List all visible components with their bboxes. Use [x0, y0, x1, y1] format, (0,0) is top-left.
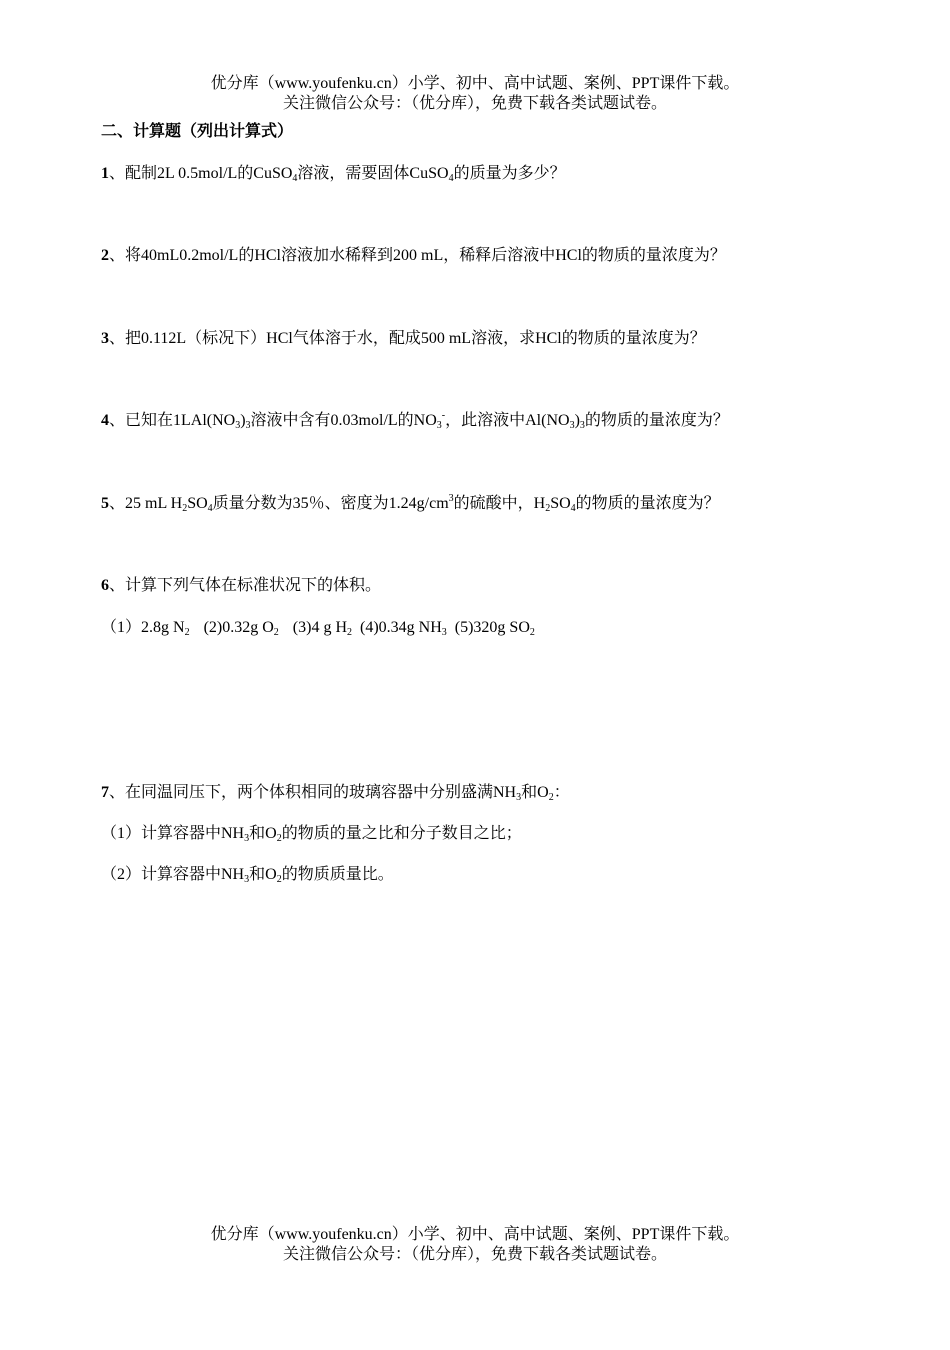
text: 、将40mL0.2mol/L的HCl溶液加水稀释到200 mL，稀释后溶液中HCl的物质的量浓度为？	[109, 247, 726, 264]
question-number: 7	[101, 784, 109, 801]
text: 质量分数为35％、密度为1.24g/cm	[212, 495, 449, 512]
subscript: 3	[244, 833, 250, 844]
superscript: 3	[448, 493, 454, 504]
item-2: (2)0.32g O	[203, 619, 274, 636]
question-2	[101, 246, 726, 266]
text: 、把0.112L（标况下）HCl气体溶于水，配成500 mL溶液，求HCl的物质的量浓度为？	[109, 330, 706, 347]
text: 的物质的量之比和分子数目之比；	[281, 825, 522, 842]
subscript: 2	[276, 874, 282, 885]
text: 和O	[249, 825, 277, 842]
text: 、配制2L 0.5mol/L的CuSO	[109, 165, 293, 182]
text: 、在同温同压下，两个体积相同的玻璃容器中分别盛满NH	[109, 784, 517, 801]
question-3	[101, 329, 706, 349]
item-3: (3)4 g H	[292, 619, 347, 636]
subscript: 4	[292, 173, 298, 184]
header-line-1: 优分库（www.youfenku.cn）小学、初中、高中试题、案例、PPT课件下载。	[210, 75, 740, 92]
question-6	[101, 576, 381, 596]
text: SO	[550, 495, 571, 512]
item-1: （1）2.8g N	[101, 619, 185, 636]
question-5	[101, 494, 720, 514]
question-number: 3	[101, 330, 109, 347]
header-line-2: 关注微信公众号：（优分库），免费下载各类试题试卷。	[282, 95, 667, 112]
text: 溶液，需要固体CuSO	[297, 165, 449, 182]
subscript: 3	[245, 420, 251, 431]
item-4: (4)0.34g NH	[360, 619, 442, 636]
question-7	[101, 783, 570, 803]
subscript: 4	[207, 503, 213, 514]
subscript: 3	[579, 420, 585, 431]
subscript: 3	[441, 627, 447, 638]
subscript: 2	[184, 627, 190, 638]
text: 的质量为多少？	[453, 165, 566, 182]
text: 的物质质量比。	[281, 866, 394, 883]
text: ：	[553, 784, 570, 801]
text: 、已知在1LAl(NO	[109, 412, 236, 429]
section-title: 二、计算题（列出计算式）	[101, 123, 294, 140]
subscript: 3	[436, 420, 442, 431]
subscript: 2	[273, 627, 279, 638]
subscript: 2	[548, 792, 554, 803]
subscript: 3	[244, 874, 250, 885]
question-number: 5	[101, 495, 109, 512]
subscript: 3	[516, 792, 522, 803]
text: 、计算下列气体在标准状况下的体积。	[109, 577, 382, 594]
question-1	[101, 164, 566, 184]
text: （1）计算容器中NH	[101, 825, 245, 842]
text: 的物质的量浓度为？	[584, 412, 729, 429]
question-7-part-1	[101, 824, 522, 844]
text: SO	[187, 495, 208, 512]
question-6-items	[101, 618, 535, 638]
superscript: -	[441, 410, 446, 421]
text: 和O	[249, 866, 277, 883]
subscript: 2	[529, 627, 535, 638]
subscript: 2	[276, 833, 282, 844]
subscript: 4	[448, 173, 454, 184]
question-4	[101, 411, 729, 431]
item-5: (5)320g SO	[454, 619, 530, 636]
question-number: 1	[101, 165, 109, 182]
subscript: 3	[569, 420, 575, 431]
text: ，此溶液中Al(NO	[445, 412, 570, 429]
subscript: 2	[347, 627, 352, 638]
question-number: 4	[101, 412, 109, 429]
text: （2）计算容器中NH	[101, 866, 245, 883]
text: 的硫酸中，H	[453, 495, 546, 512]
question-number: 6	[101, 577, 109, 594]
text: 、25 mL H	[109, 495, 183, 512]
footer-line-2: 关注微信公众号：（优分库），免费下载各类试题试卷。	[282, 1246, 667, 1263]
subscript: 2	[182, 503, 188, 514]
text: )	[574, 412, 580, 429]
subscript: 2	[545, 503, 551, 514]
question-7-part-2	[101, 865, 394, 885]
text: 和O	[521, 784, 549, 801]
text: 溶液中含有0.03mol/L的NO	[250, 412, 437, 429]
question-number: 2	[101, 247, 109, 264]
footer-line-1: 优分库（www.youfenku.cn）小学、初中、高中试题、案例、PPT课件下载。	[210, 1226, 740, 1243]
text: )	[240, 412, 246, 429]
subscript: 4	[570, 503, 576, 514]
subscript: 3	[235, 420, 241, 431]
text: 的物质的量浓度为？	[575, 495, 720, 512]
